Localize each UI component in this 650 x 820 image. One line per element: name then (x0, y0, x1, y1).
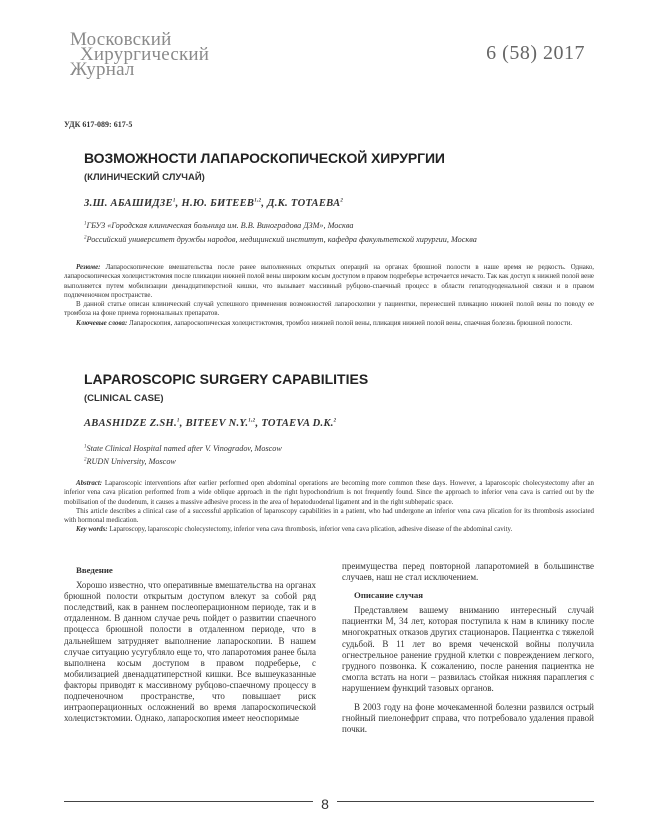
keywords-ru: Лапароскопия, лапароскопическая холецистэктомия, тромбоз нижней полой вены, пликация нижней полой вены, спаечная болезнь брюшной полости. (129, 319, 573, 327)
keywords-en-label: Key words: (76, 526, 108, 534)
aff-ru-1-sup: 1 (84, 221, 87, 227)
case-paragraph-2: В 2003 году на фоне мочекаменной болезни развился острый гнойный пиелонефрит справа, что потребовало удаления правой почки. (342, 702, 594, 735)
intro-heading: Введение (76, 565, 113, 575)
subtitle-ru: (КЛИНИЧЕСКИЙ СЛУЧАЙ) (84, 172, 205, 183)
journal-logo-line2: Хирургический (80, 44, 210, 65)
right-paragraph-1: преимущества перед повторной лапаротомией в большинстве случаев, наш не стал исключением. (342, 561, 594, 583)
author-en-2-sup: 1,2 (248, 418, 256, 424)
aff-en-1-text: State Clinical Hospital named after V. Vinogradov, Moscow (86, 444, 282, 453)
aff-en-2-text: RUDN University, Moscow (86, 457, 176, 466)
abstract-en-p1: Laparoscopic interventions after earlier performed open abdominal operations are becoming more common these days. However, a laparoscopic cholecystectomy after an inferior vena cava plication performed from a wide oblique approach in the right hypochondrium is not frequently found. Since the approach to inferior vena cava is carried out by the mobilisation of the duodenum, it causes a massive adhesive process in the area of hepatoduodenal ligament and in the right subhepatic space. (64, 480, 594, 506)
authors-en: ABASHIDZE Z.SH.$^1$, BITEEV N.Y.$^{1,2}$, TOTAEVA D.K.$^2$ (84, 418, 337, 429)
title-en: LAPAROSCOPIC SURGERY CAPABILITIES (84, 371, 369, 387)
affiliation-en-1 (84, 444, 282, 453)
journal-logo-line1: Московский (70, 29, 172, 50)
keywords-en: Laparoscopy, laparoscopic cholecystectomy, inferior vena cava thrombosis, inferior vena cava plication, adhesive disease of the abdominal cavity. (109, 526, 513, 534)
author-ru-1: З.Ш. АБАШИДЗЕ (84, 198, 173, 209)
page-number-text: 8 (313, 796, 337, 812)
body-right-column (342, 561, 594, 735)
abstract-ru (64, 263, 594, 328)
body-left-column (64, 565, 316, 724)
aff-en-1-sup: 1 (84, 444, 87, 450)
udk-code: УДК 617-089: 617-5 (64, 120, 133, 129)
author-en-1: ABASHIDZE Z.SH. (84, 418, 177, 429)
case-heading: Описание случая (354, 590, 423, 601)
abstract-ru-p2: В данной статье описан клинический случай успешного применения возможностей лапароскопии у пациентки, перенесшей пликацию нижней полой вены по поводу ее тромбоза на фоне приема гормональных препаратов. (64, 301, 594, 318)
author-en-1-sup: 1 (176, 418, 180, 424)
abstract-ru-label: Резюме: (76, 264, 101, 271)
aff-en-2-sup: 2 (84, 457, 87, 463)
author-en-3: TOTAEVA D.K. (261, 418, 334, 429)
author-ru-1-sup: 1 (172, 198, 176, 204)
abstract-en-label: Abstract: (76, 480, 103, 487)
author-en-3-sup: 2 (333, 418, 337, 424)
aff-ru-2-sup: 2 (84, 235, 87, 241)
issue-number: 6 (58) 2017 (486, 42, 585, 64)
journal-logo-line3: Журнал (70, 59, 135, 80)
author-ru-3: Д.К. ТОТАЕВА (267, 198, 341, 209)
aff-ru-1-text: ГБУЗ «Городская клиническая больница им. В.В. Виноградова ДЗМ», Москва (86, 221, 354, 230)
author-ru-2-sup: 1,2 (254, 198, 262, 204)
author-en-2: BITEEV N.Y. (185, 418, 249, 429)
aff-ru-2-text: Российский университет дружбы народов, медицинский институт, кафедра факультетской хирургии, Москва (86, 235, 477, 244)
abstract-en (64, 479, 594, 535)
title-ru: ВОЗМОЖНОСТИ ЛАПАРОСКОПИЧЕСКОЙ ХИРУРГИИ (84, 150, 445, 166)
keywords-ru-label: Ключевые слова: (76, 319, 128, 327)
intro-paragraph: Хорошо известно, что оперативные вмешательства на органах брюшной полости открытым доступом влекут за собой ряд последствий, как в раннем послеоперационном периоде, так и в отдаленном. В данном случае речь пойдет о развитии спаечного процесса брюшной полости в отдаленном периоде, что в дальнейшем затрудняет выполнение лапароскопии. В нашем случае ситуацию усугубляло еще то, что лапаротомия ранее была выполнена косым доступом в правом подреберье, с мобилизацией двенадцатиперстной кишки. Все вышеуказанные факторы приводят к массивному рубцово-спаечному процессу в подпеченочном пространстве, что повышает риск интраоперационных осложнений во время лапароскопической холецистэктомии. Однако, лапароскопия имеет неоспоримые (64, 580, 316, 724)
journal-logo (70, 29, 210, 80)
subtitle-en: (CLINICAL CASE) (84, 393, 164, 404)
page-number (0, 796, 650, 812)
author-ru-3-sup: 2 (340, 198, 344, 204)
case-paragraph-1: Представляем вашему вниманию интересный случай пациентки М, 34 лет, которая поступила к нам в клинику после многократных отказов других стационаров. Пациентка с тяжелой судьбой. В 11 лет во время чеченской войны получила огнестрельное ранение грудной клетки с повреждением легкого, грудного позвонка. К сожалению, после ранения пациентка не смогла встать на ноги – развилась стойкая нижняя параплегия с нарушением функций тазовых органов. (342, 605, 594, 693)
abstract-en-p2: This article describes a clinical case of a successful application of laparoscopy capabilities in a patient, who had undergone an inferior vena cava plication for its thrombosis associated with hormonal medication. (64, 507, 594, 525)
abstract-ru-p1: Лапароскопические вмешательства после ранее выполненных открытых операций на органах брюшной полости в наше время не редкость. Однако, лапароскопическая холецистэктомия после пликации нижней полой вены широким косым доступом в правом подреберье встречается нечасто. Так как доступ к нижней полой вене выполняется путем мобилизации двенадцатиперстной кишки, что вызывает массивный рубцово-спаечный процесс в области гепатодуоденальной связки и в правом подпеченочном пространстве. (64, 264, 594, 299)
authors-ru: З.Ш. АБАШИДЗЕ$^1$, Н.Ю. БИТЕЕВ$^{1,2}$, Д.К. ТОТАЕВА$^2$ (84, 198, 344, 209)
author-ru-2: Н.Ю. БИТЕЕВ (181, 198, 255, 209)
affiliation-en-2 (84, 457, 176, 466)
affiliation-ru-1 (84, 221, 353, 230)
affiliation-ru-2 (84, 235, 477, 244)
